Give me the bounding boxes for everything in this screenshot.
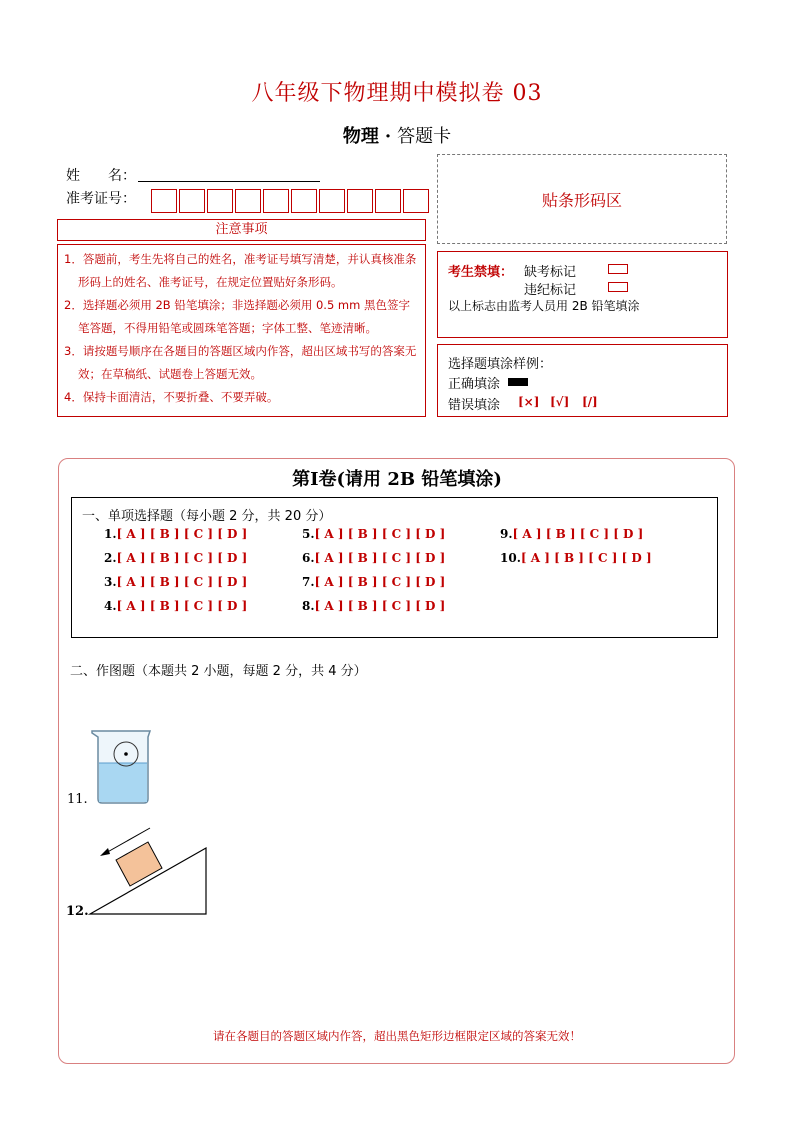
question-options[interactable]: [ A ] [ B ] [ C ] [ D ] bbox=[116, 551, 248, 565]
question-number: 10. bbox=[500, 551, 521, 565]
fill-sample-heading: 选择题填涂样例： bbox=[448, 357, 553, 372]
mcq-question[interactable] bbox=[500, 527, 643, 541]
wrong-mark: [/] bbox=[582, 395, 598, 409]
question-number: 5. bbox=[302, 527, 315, 541]
question-options[interactable]: [ A ] [ B ] [ C ] [ D ] bbox=[116, 575, 248, 589]
forbidden-box bbox=[437, 251, 728, 338]
page-title: 八年级下物理期中模拟卷 03 bbox=[251, 81, 543, 106]
exam-id-digit-box[interactable] bbox=[347, 189, 373, 213]
mcq-question[interactable] bbox=[500, 551, 652, 565]
question-options[interactable]: [ A ] [ B ] [ C ] [ D ] bbox=[512, 527, 644, 541]
barcode-area bbox=[437, 154, 727, 244]
name-label: 姓 名： bbox=[66, 168, 136, 184]
section-one-title: 第Ⅰ卷(请用 2B 铅笔填涂) bbox=[292, 469, 502, 490]
question-number: 1. bbox=[104, 527, 117, 541]
mcq-question[interactable] bbox=[302, 575, 445, 589]
exam-id-digit-box[interactable] bbox=[207, 189, 233, 213]
fill-sample-box bbox=[437, 344, 728, 417]
drawing-heading: 二、作图题（本题共 2 小题，每题 2 分，共 4 分） bbox=[70, 664, 367, 679]
mcq-question[interactable] bbox=[302, 599, 445, 613]
mcq-question[interactable] bbox=[302, 551, 445, 565]
beaker-water bbox=[99, 763, 147, 802]
question-number: 9. bbox=[500, 527, 513, 541]
exam-id-digit-box[interactable] bbox=[319, 189, 345, 213]
page-subtitle bbox=[0, 122, 794, 148]
incline-figure bbox=[86, 822, 216, 918]
notice-heading: 注意事项 bbox=[57, 219, 426, 241]
question-number: 6. bbox=[302, 551, 315, 565]
ball-center-dot bbox=[124, 752, 128, 756]
question-number: 3. bbox=[104, 575, 117, 589]
mcq-question[interactable] bbox=[104, 599, 247, 613]
exam-id-digit-box[interactable] bbox=[235, 189, 261, 213]
question-options[interactable]: [ A ] [ B ] [ C ] [ D ] bbox=[116, 599, 248, 613]
name-field[interactable] bbox=[138, 180, 320, 182]
question-number: 7. bbox=[302, 575, 315, 589]
notice-item: 2．选择题必须用 2B 铅笔填涂；非选择题必须用 0.5 mm 黑色签字笔答题，不得用铅笔或圆珠笔答题；字体工整、笔迹清晰。 bbox=[64, 298, 410, 335]
exam-id-digit-box[interactable] bbox=[151, 189, 177, 213]
barcode-label: 贴条形码区 bbox=[541, 190, 622, 210]
violation-label: 违纪标记 bbox=[524, 283, 577, 298]
mcq-box bbox=[71, 497, 718, 638]
correct-fill-mark bbox=[508, 378, 528, 386]
forbidden-heading: 考生禁填： bbox=[448, 265, 514, 280]
mcq-question[interactable] bbox=[104, 527, 247, 541]
violation-checkbox[interactable] bbox=[608, 282, 628, 292]
question-11-label: 11. bbox=[67, 792, 88, 807]
subtitle-dot: · bbox=[384, 126, 392, 147]
exam-id-digit-box[interactable] bbox=[179, 189, 205, 213]
exam-id-label: 准考证号： bbox=[66, 191, 136, 207]
question-number: 8. bbox=[302, 599, 315, 613]
exam-id-digit-box[interactable] bbox=[263, 189, 289, 213]
notice-item: 4．保持卡面清洁，不要折叠、不要弄破。 bbox=[64, 390, 279, 404]
motion-arrow-head bbox=[100, 848, 110, 856]
footer-warning: 请在各题目的答题区域内作答，超出黑色矩形边框限定区域的答案无效！ bbox=[213, 1029, 581, 1043]
question-options[interactable]: [ A ] [ B ] [ C ] [ D ] bbox=[314, 575, 446, 589]
question-number: 4. bbox=[104, 599, 117, 613]
exam-id-boxes bbox=[151, 189, 431, 213]
mcq-heading: 一、单项选择题（每小题 2 分，共 20 分） bbox=[82, 509, 332, 524]
question-options[interactable]: [ A ] [ B ] [ C ] [ D ] bbox=[520, 551, 652, 565]
question-options[interactable]: [ A ] [ B ] [ C ] [ D ] bbox=[314, 527, 446, 541]
question-12-label: 12. bbox=[66, 904, 89, 919]
subject-label: 物理 bbox=[342, 126, 379, 147]
exam-id-digit-box[interactable] bbox=[291, 189, 317, 213]
wrong-mark: [×] bbox=[518, 395, 540, 409]
correct-fill-label: 正确填涂 bbox=[448, 377, 501, 392]
question-options[interactable]: [ A ] [ B ] [ C ] [ D ] bbox=[314, 551, 446, 565]
notice-item: 3．请按题号顺序在各题目的答题区域内作答，超出区域书写的答案无效；在草稿纸、试题卷上答题无效。 bbox=[64, 344, 417, 381]
absent-checkbox[interactable] bbox=[608, 264, 628, 274]
beaker-figure bbox=[88, 727, 158, 807]
wrong-fill-label: 错误填涂 bbox=[448, 398, 501, 413]
question-number: 2. bbox=[104, 551, 117, 565]
exam-id-digit-box[interactable] bbox=[403, 189, 429, 213]
forbidden-note: 以上标志由监考人员用 2B 铅笔填涂 bbox=[448, 299, 640, 313]
question-options[interactable]: [ A ] [ B ] [ C ] [ D ] bbox=[116, 527, 248, 541]
wrong-mark: [√] bbox=[550, 395, 570, 409]
mcq-question[interactable] bbox=[302, 527, 445, 541]
notice-item: 1．答题前，考生先将自己的姓名，准考证号填写清楚，并认真核准条形码上的姓名、准考证号，在规定位置贴好条形码。 bbox=[64, 252, 417, 289]
absent-label: 缺考标记 bbox=[524, 265, 577, 280]
answer-card-label: 答题卡 bbox=[397, 126, 452, 147]
mcq-question[interactable] bbox=[104, 551, 247, 565]
question-options[interactable]: [ A ] [ B ] [ C ] [ D ] bbox=[314, 599, 446, 613]
exam-id-digit-box[interactable] bbox=[375, 189, 401, 213]
notice-box bbox=[57, 244, 426, 417]
mcq-question[interactable] bbox=[104, 575, 247, 589]
